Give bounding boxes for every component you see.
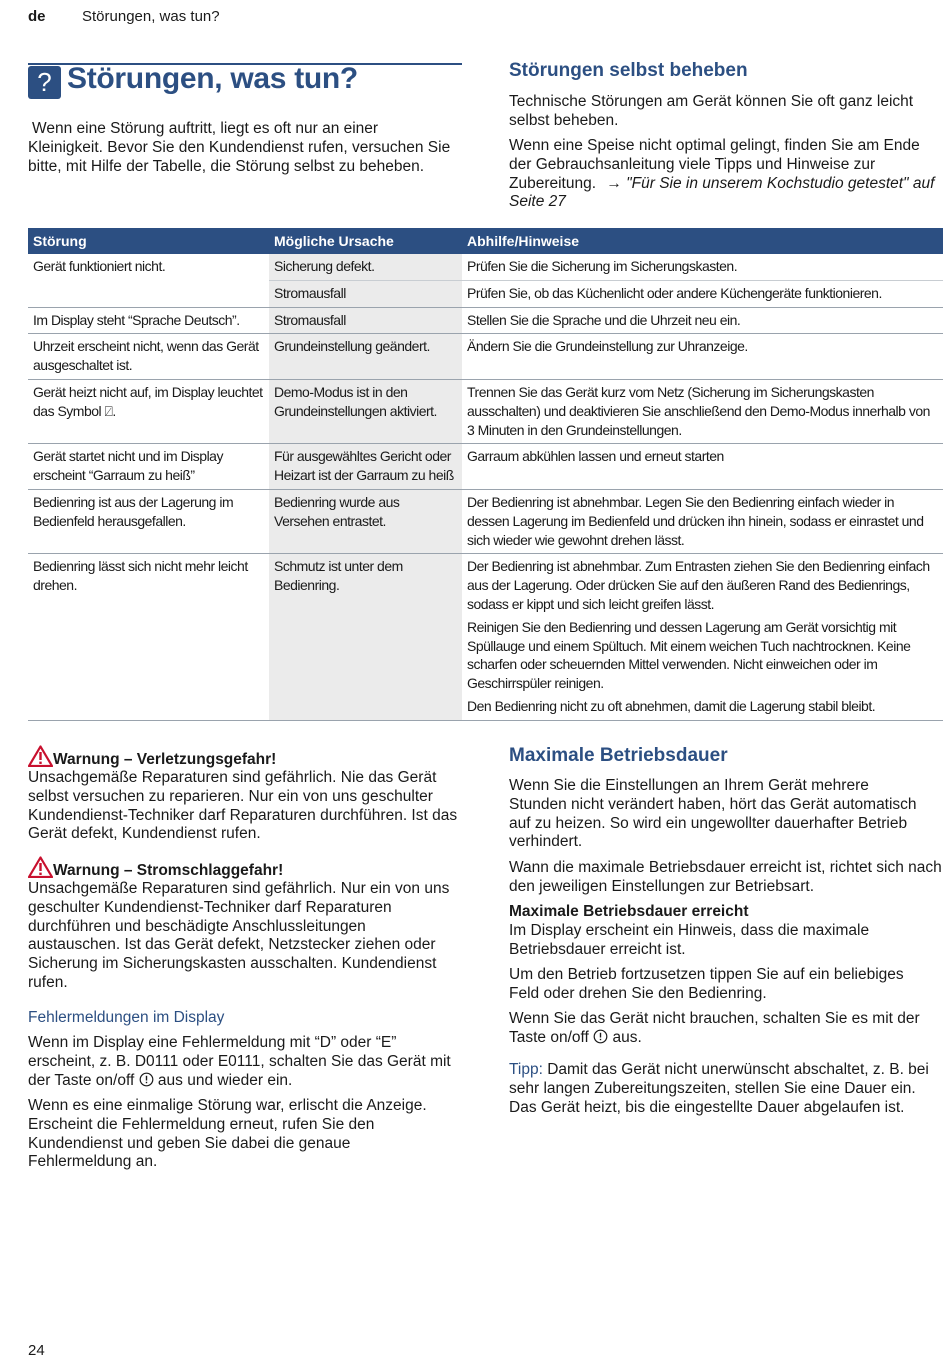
warning-electric-heading (28, 856, 458, 880)
arrow-icon: → (606, 174, 622, 192)
cause-cell: Bedienring wurde aus Versehen entrastet. (269, 489, 462, 553)
cause-cell: Demo-Modus ist in den Grundeinstellungen aktiviert. (269, 379, 462, 443)
table-row (28, 254, 943, 280)
language-code: de (28, 8, 46, 25)
fault-text: Bedienring lässt sich nicht mehr leicht drehen. (33, 558, 248, 594)
error-messages-heading: Fehlermeldungen im Display (28, 1009, 225, 1026)
warning-icon (28, 856, 53, 878)
page-title: Störungen, was tun? (67, 62, 358, 95)
error-messages-p1a: Wenn im Display eine Fehlermeldung mit “D” oder “E” erscheint, z. B. D0111 oder E0111, schalten Sie das Gerät mit der Taste on/off (28, 1034, 451, 1089)
table-row (28, 379, 943, 443)
fix-cell: Prüfen Sie die Sicherung im Sicherungskasten. (462, 254, 943, 280)
warning-injury (28, 745, 458, 844)
table-header-fault: Störung (28, 228, 269, 254)
self-fix-heading: Störungen selbst beheben (509, 60, 748, 81)
running-header-title: Störungen, was tun? (82, 8, 220, 25)
table-row (28, 334, 943, 380)
max-operation-p3: Im Display erscheint ein Hinweis, dass die maximale Betriebsdauer erreicht ist. (509, 922, 870, 958)
fix-cell: Stellen Sie die Sprache und die Uhrzeit neu ein. (462, 307, 943, 334)
fix-cell: Prüfen Sie, ob das Küchenlicht oder andere Küchengeräte funktionieren. (462, 280, 943, 307)
warning-injury-title: Warnung – Verletzungsgefahr! (53, 751, 277, 768)
cause-cell: Sicherung defekt. (269, 254, 462, 280)
max-operation-p4: Um den Betrieb fortzusetzen tippen Sie auf ein beliebiges Feld oder drehen Sie den Bedienring. (509, 966, 904, 1002)
fault-cell (28, 554, 269, 720)
fix-cell: Garraum abkühlen lassen und erneut starten (462, 444, 943, 490)
table-header-fix: Abhilfe/Hinweise (462, 228, 943, 254)
cause-cell: Stromausfall (269, 280, 462, 307)
cause-cell: Für ausgewähltes Gericht oder Heizart ist der Garraum zu heiß (269, 444, 462, 490)
self-fix-p1: Technische Störungen am Gerät können Sie oft ganz leicht selbst beheben. (509, 93, 914, 129)
fix-text-3: Den Bedienring nicht zu oft abnehmen, damit die Lagerung stabil bleibt. (467, 697, 876, 714)
warning-electric (28, 856, 458, 993)
error-messages-p1 (28, 1034, 458, 1090)
question-icon: ? (28, 66, 61, 99)
tip-label: Tipp: (509, 1061, 543, 1078)
warning-electric-title: Warnung – Stromschlaggefahr! (53, 862, 284, 879)
page-reference-link[interactable]: "Für Sie in unserem Kochstudio getestet" auf Seite 27 (509, 174, 935, 211)
power-button-icon (139, 1072, 154, 1087)
warning-icon (28, 745, 53, 767)
max-operation-p5 (509, 1010, 943, 1048)
fault-cell: Im Display steht “Sprache Deutsch”. (28, 307, 269, 334)
table-row (28, 307, 943, 334)
troubleshooting-table (28, 228, 943, 721)
self-fix-p2-text: Wenn eine Speise nicht optimal gelingt, finden Sie am Ende der Gebrauchsanleitung viele Tipps und Hinweise zur Zubereitung. (509, 137, 920, 192)
fault-cell: Uhrzeit erscheint nicht, wenn das Gerät ausgeschaltet ist. (28, 334, 269, 380)
table-header-row (28, 228, 943, 254)
table-row (28, 489, 943, 553)
fault-cell: Gerät startet nicht und im Display erscheint “Garraum zu heiß” (28, 444, 269, 490)
max-operation-subheading: Maximale Betriebsdauer erreicht (509, 903, 749, 920)
max-operation-p5a: Wenn Sie das Gerät nicht brauchen, schalten Sie es mit der Taste on/off (509, 1010, 920, 1046)
table-row (28, 554, 943, 720)
fix-cell: Der Bedienring ist abnehmbar. Legen Sie den Bedienring einfach wieder in dessen Lagerung im Bedienfeld und drücken ihn hinein, sodass er einrastet und sich wieder wie gewohnt drehen lässt. (462, 489, 943, 553)
fix-text-1: Der Bedienring ist abnehmbar. Zum Entrasten ziehen Sie den Bedienring einfach aus der Lagerung. Oder drücken Sie auf den äußeren Rand des Bedienrings, sodass er kippt und sich leicht greifen lässt. (467, 558, 930, 612)
page-number: 24 (28, 1342, 45, 1359)
max-operation-heading: Maximale Betriebsdauer (509, 745, 728, 766)
table-header-cause: Mögliche Ursache (269, 228, 462, 254)
tip-text: Damit das Gerät nicht unerwünscht abschaltet, z. B. bei sehr langen Zubereitungszeiten, stellen Sie eine Dauer ein. Das Gerät heizt, bis die eingestellte Dauer abgelaufen ist. (509, 1061, 929, 1116)
error-messages-p2: Wenn es eine einmalige Störung war, erlischt die Anzeige. Erscheint die Fehlermeldung erneut, rufen Sie den Kundendienst und geben Sie dabei die genaue Fehlermeldung an. (28, 1097, 427, 1171)
max-operation-p2: Wann die maximale Betriebsdauer erreicht ist, richtet sich nach den jeweiligen Einstellungen zur Betriebsart. (509, 859, 942, 895)
intro-text: Wenn eine Störung auftritt, liegt es oft nur an einer Kleinigkeit. Bevor Sie den Kundendienst rufen, versuchen Sie bitte, mit Hilfe der Tabelle, die Störung selbst zu beheben. (28, 120, 451, 175)
warning-injury-text: Unsachgemäße Reparaturen sind gefährlich. Nie das Gerät selbst versuchen zu reparieren. Nur ein von uns geschulter Kundendienst-Techniker darf Reparaturen durchführen. Ist das Gerät defekt, Kundendienst rufen. (28, 769, 458, 843)
fix-cell (462, 554, 943, 720)
power-button-icon (593, 1029, 608, 1044)
cause-cell: Grundeinstellung geändert. (269, 334, 462, 380)
cause-cell: Stromausfall (269, 307, 462, 334)
fix-cell: Ändern Sie die Grundeinstellung zur Uhranzeige. (462, 334, 943, 380)
tip-paragraph (509, 1061, 929, 1117)
cause-text: Schmutz ist unter dem Bedienring. (274, 558, 403, 594)
fault-cell: Bedienring ist aus der Lagerung im Bedienfeld herausgefallen. (28, 489, 269, 553)
fault-cell: Gerät heizt nicht auf, im Display leuchtet das Symbol ⍁. (28, 379, 269, 443)
self-fix-p2 (509, 137, 941, 212)
warning-injury-heading (28, 745, 458, 769)
warning-electric-text: Unsachgemäße Reparaturen sind gefährlich. Nur ein von uns geschulter Kundendienst-Techniker darf Reparaturen durchführen und beschädigte Anschlussleitungen austauschen. Ist das Gerät defekt, Netzstecker ziehen oder Sicherung im Sicherungskasten ausschalten. Kundendienst rufen. (28, 880, 450, 991)
fix-cell: Trennen Sie das Gerät kurz vom Netz (Sicherung im Sicherungskasten ausschalten) und deaktivieren Sie anschließend den Demo-Modus innerhalb von 3 Minuten in den Grundeinstellungen. (462, 379, 943, 443)
table-row (28, 444, 943, 490)
error-messages-p1b: aus und wieder ein. (157, 1071, 293, 1089)
fix-text-2: Reinigen Sie den Bedienring und dessen Lagerung am Gerät vorsichtig mit Spüllauge und einem Spültuch. Mit einem weichen Tuch nachtrocknen. Keine scharfen oder scheuernden Mittel verwenden. Nicht einweichen oder im Geschirrspüler reinigen. (467, 618, 911, 692)
max-operation-p5b: aus. (612, 1028, 642, 1046)
cause-cell (269, 554, 462, 720)
max-operation-p1: Wenn Sie die Einstellungen an Ihrem Gerät mehrere Stunden nicht verändert haben, hört das Gerät automatisch auf zu heizen. So wird ein ungewollter dauerhafter Betrieb verhindert. (509, 777, 917, 851)
fault-cell: Gerät funktioniert nicht. (28, 254, 269, 307)
